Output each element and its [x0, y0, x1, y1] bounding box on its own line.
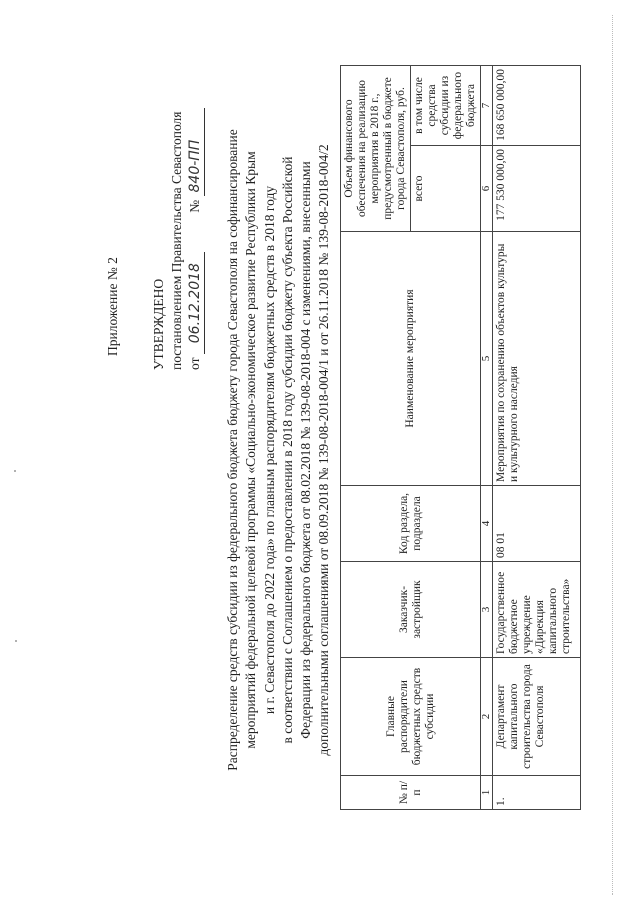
header-federal: в том числе средства субсидии из федерального бюджета	[411, 66, 481, 146]
distribution-table	[340, 65, 581, 810]
row-activity: Мероприятия по сохранению объектов культуры и культурного наследия	[493, 232, 581, 486]
approval-date: 06.12.2018	[186, 252, 205, 354]
row-manager: Департамент капитального строительства города Севастополя	[493, 658, 581, 776]
scan-speck	[14, 470, 16, 472]
index-cell: 2	[481, 658, 493, 776]
approved-by: постановлением Правительства Севастополя	[169, 111, 184, 370]
scan-speck	[15, 640, 17, 642]
header-num: № п/п	[341, 776, 481, 810]
row-customer: Государственное бюджетное учреждение «Дирекция капитального строительства»	[493, 562, 581, 658]
heading-line: и г. Севастополя до 2022 года» по главным распорядителям бюджетных средств в 2018 году	[261, 185, 277, 715]
header-customer: Заказчик-застройщик	[341, 562, 481, 658]
from-label: от	[187, 357, 202, 370]
appendix-label: Приложение № 2	[105, 257, 120, 356]
header-manager: Главные распорядители бюджетных средств субсидии	[341, 658, 481, 776]
index-cell: 1	[481, 776, 493, 810]
header-code: Код раздела, подраздела	[341, 486, 481, 562]
index-row	[481, 66, 493, 810]
index-cell: 5	[481, 232, 493, 486]
heading-line: мероприятий федеральной целевой программы «Социально-экономическое развитие Республики Крым	[243, 151, 259, 749]
document-heading	[224, 55, 334, 845]
approval-block	[104, 40, 205, 370]
approved-label: УТВЕРЖДЕНО	[151, 278, 166, 370]
header-funding: Объем финансового обеспечения на реализацию мероприятия в 2018 г., предусмотренный в бюджете города Севастополя, руб.	[341, 66, 411, 232]
row-total: 177 530 000,00	[493, 146, 581, 232]
table-row	[493, 66, 581, 810]
row-code: 08 01	[493, 486, 581, 562]
heading-line: Федерации из федерального бюджета от 08.02.2018 № 139-08-2018-004 с изменениями, внесенными	[298, 161, 314, 739]
approval-number: 840-ПП	[186, 109, 205, 197]
heading-line: в соответствии с Соглашением о предоставлении в 2018 году субсидии бюджету субъекта Российской	[279, 156, 295, 744]
heading-line: дополнительными соглашениями от 08.09.2018 № 139-08-2018-004/1 и от 26.11.2018 № 139-08-2018-004/2	[316, 144, 332, 756]
index-cell: 7	[481, 66, 493, 146]
index-cell: 3	[481, 562, 493, 658]
number-label: №	[187, 199, 202, 213]
header-row	[341, 66, 411, 810]
approval-date-line	[186, 40, 205, 370]
header-total: всего	[411, 146, 481, 232]
heading-line: Распределение средств субсидии из федерального бюджета бюджету города Севастополя на софинансирование	[225, 129, 240, 771]
index-cell: 4	[481, 486, 493, 562]
row-federal: 168 650 000,00	[493, 66, 581, 146]
row-num: 1.	[493, 776, 581, 810]
scan-edge-specks	[609, 15, 613, 895]
header-activity: Наименование мероприятия	[341, 232, 481, 486]
index-cell: 6	[481, 146, 493, 232]
